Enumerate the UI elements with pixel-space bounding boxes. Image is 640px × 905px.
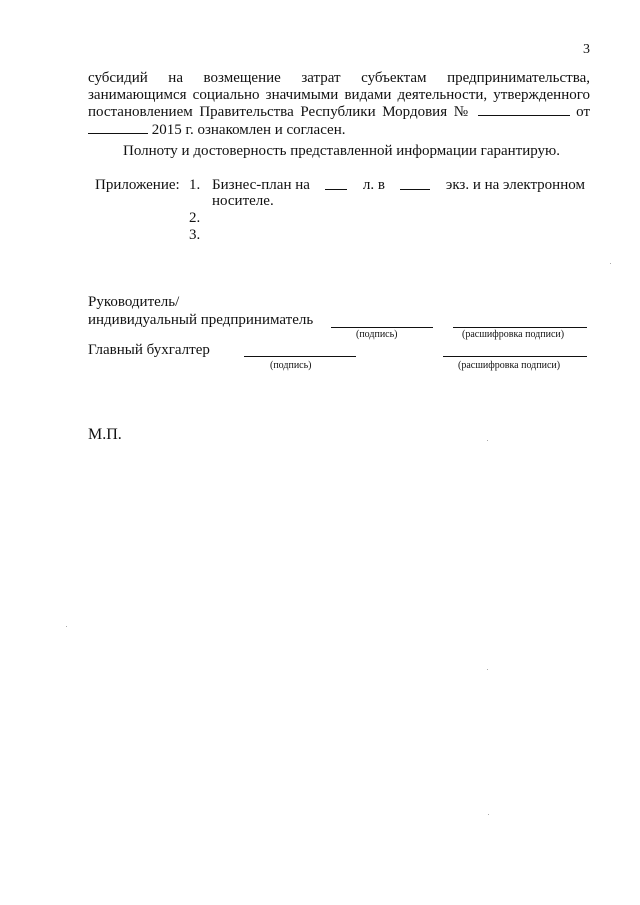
- attachment-item-1-number: 1.: [189, 177, 201, 193]
- intro-line-2: занимающимся социально значимыми видами деятельности, утвержденного: [88, 86, 590, 103]
- intro-line-4-end: 2015 г. ознакомлен и согласен.: [151, 121, 346, 138]
- attachments-label: Приложение:: [95, 177, 180, 193]
- intro-line-1: [88, 70, 590, 87]
- accountant-decipher-line: [443, 356, 587, 357]
- intro-line-4: [88, 121, 590, 139]
- pages-count-blank: [325, 177, 347, 190]
- intro-line-3-start: постановлением Правительства Республики Мордовия №: [88, 104, 471, 120]
- accountant-label: Главный бухгалтер: [88, 342, 210, 358]
- accountant-signature-line: [244, 356, 356, 357]
- head-label-line-2: индивидуальный предприниматель: [88, 312, 314, 328]
- intro-line-3: [88, 103, 590, 121]
- guarantee-statement: Полноту и достоверность представленной информации гарантирую.: [123, 143, 561, 159]
- page-number: 3: [583, 42, 590, 57]
- head-label-line-1: Руководитель/: [88, 294, 180, 310]
- attachment-item-1-part3: экз. и на электронном: [445, 177, 585, 193]
- accountant-signature-caption: (подпись): [270, 360, 312, 371]
- scan-speck: [66, 626, 67, 627]
- stamp-label: М.П.: [88, 426, 122, 443]
- attachment-item-1-part2: л. в: [362, 177, 385, 193]
- intro-line-1-word: предпринимательства,: [447, 70, 590, 86]
- intro-line-1-word: возмещение: [203, 70, 281, 86]
- scan-speck: [487, 669, 488, 670]
- intro-line-1-word: субсидий: [88, 70, 148, 86]
- copies-count-blank: [400, 177, 430, 190]
- decree-date-blank: [88, 121, 148, 134]
- attachment-item-1-text: [212, 177, 585, 194]
- attachment-item-3-number: 3.: [189, 227, 201, 243]
- scan-speck: [487, 440, 488, 441]
- attachment-item-1-line2: носителе.: [212, 193, 274, 209]
- intro-line-1-word: субъектам: [361, 70, 427, 86]
- head-signature-line: [331, 327, 433, 328]
- head-signature-caption: (подпись): [356, 329, 398, 340]
- accountant-decipher-caption: (расшифровка подписи): [458, 360, 561, 371]
- decree-number-blank: [478, 103, 570, 116]
- head-decipher-line: [453, 327, 587, 328]
- intro-line-1-word: затрат: [301, 70, 341, 86]
- intro-line-3-end: от: [576, 104, 591, 120]
- attachment-item-1-part1: Бизнес-план на: [212, 177, 310, 193]
- head-decipher-caption: (расшифровка подписи): [462, 329, 565, 340]
- scan-speck: [488, 814, 489, 815]
- intro-paragraph: [88, 70, 590, 138]
- intro-line-1-word: на: [168, 70, 183, 86]
- attachment-item-2-number: 2.: [189, 210, 201, 226]
- scan-speck: [610, 263, 611, 264]
